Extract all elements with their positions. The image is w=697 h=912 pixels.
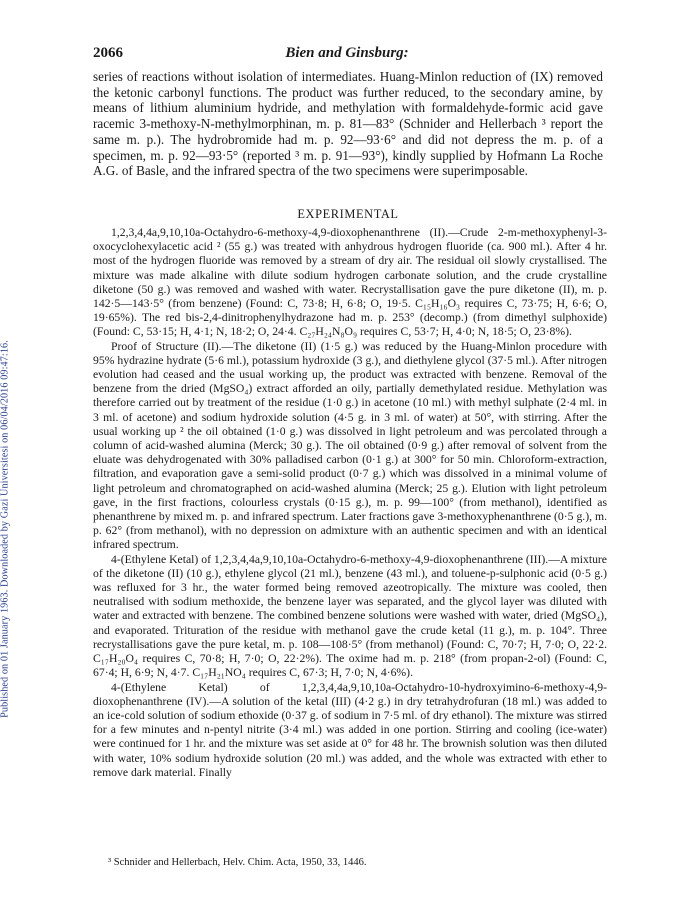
experimental-body — [93, 226, 607, 780]
running-title: Bien and Ginsburg: — [285, 45, 409, 61]
paragraph-ethylene-ketal: 4-(Ethylene Ketal) of 1,2,3,4,4a,9,10,10a-Octahydro-6-methoxy-4,9-dioxophenanthrene (III).—A mixture of the diketone (II) (10 g.), ethylene glycol (21 ml.), benzene (43 ml.), and toluene-p-sulphonic acid (0·5 g.) was refluxed for 3 hr., the water formed being removed azeotropically. The mixture was cooled, then neutralised with sodium methoxide, the benzene layer was separated, and the glycol layer was diluted with water and extracted with benzene. The combined benzene solutions were washed with water, dried (MgSO₄), and evaporated. Trituration of the residue with methanol gave the crude ketal (11 g.), m. p. 104°. Three recrystallisations gave the pure ketal, m. p. 108—108·5° (from methanol) (Found: C, 70·7; H, 7·0; O, 22·2. C₁₇H₂₀O₄ requires C, 70·8; H, 7·0; O, 22·2%). The oxime had m. p. 218° (from propan-2-ol) (Found: C, 67·4; H, 6·9; N, 4·7. C₁₇H₂₁NO₄ requires C, 67·3; H, 7·0; N, 4·6%). — [93, 552, 607, 680]
page-header — [93, 45, 601, 65]
page-number: 2066 — [93, 45, 123, 61]
watermark-text: Published on 01 January 1963. Downloaded by Gazi Universitesi on 06/04/2016 09:47:16. — [0, 340, 11, 718]
publication-watermark — [0, 0, 16, 912]
section-heading: EXPERIMENTAL — [297, 207, 399, 221]
paragraph-hydroxyimino-ketal: 4-(Ethylene Ketal) of 1,2,3,4,4a,9,10,10a-Octahydro-10-hydroxyimino-6-methoxy-4,9-dioxophenanthrene (IV).—A solution of the ketal (III) (4·2 g.) in dry tetrahydrofuran (18 ml.) was added to an ice-cold solution of sodium ethoxide (0·37 g. of sodium in 7·5 ml. of dry ethanol). The mixture was stirred for a few minutes and n-pentyl nitrite (3·4 ml.) was added in one portion. Stirring and cooling (ice-water) were continued for 1 hr. and the mixture was set aside at 0° for 48 hr. The brownish solution was then diluted with water, 10% sodium hydroxide solution (20 ml.) was added, and the whole was extracted with ether to remove dark material. Finally — [93, 680, 607, 779]
paragraph-proof-of-structure: Proof of Structure (II).—The diketone (II) (1·5 g.) was reduced by the Huang-Minlon procedure with 95% hydrazine hydrate (5·6 ml.), potassium hydroxide (3 g.), and diethylene glycol (37·5 ml.). After nitrogen evolution had ceased and the usual working up, the product was extracted with benzene. Removal of the benzene from the dried (MgSO₄) extract afforded an oily, partially demethylated residue. Methylation was therefore carried out by treatment of the residue (1·0 g.) in acetone (10 ml.) with methyl sulphate (2·4 ml. in 3 ml. of acetone) and sodium hydroxide solution (4·5 g. in 3 ml. of water) at 50°, with stirring. After the usual working up ² the oil obtained (1·0 g.) was dissolved in light petroleum and was percolated through a column of acid-washed alumina (Merck; 30 g.). The oil obtained (0·9 g.) after removal of solvent from the eluate was dehydrogenated with 30% palladised carbon (0·1 g.) at 300° for 50 min. Chloroform-extraction, filtration, and evaporation gave a semi-solid product (0·7 g.) which was dissolved in a minimal volume of light petroleum and chromatographed on acid-washed alumina (Merck; 25 g.). Elution with light petroleum gave, in the first fractions, colourless crystals (0·15 g.), m. p. 99—100° (from methanol), identified as phenanthrene by mixed m. p. and infrared spectrum. Later fractions gave 3-methoxyphenanthrene (0·5 g.), m. p. 62° (from methanol), with no depression on admixture with an authentic specimen and with an identical infrared spectrum. — [93, 339, 607, 552]
intro-paragraph-block — [93, 69, 603, 179]
footnote-text: Schnider and Hellerbach, Helv. Chim. Acta, 1950, 33, 1446. — [113, 857, 367, 868]
paragraph-diketone: 1,2,3,4,4a,9,10,10a-Octahydro-6-methoxy-4,9-dioxophenanthrene (II).—Crude 2-m-methoxyphenyl-3-oxocyclohexylacetic acid ² (55 g.) was treated with anhydrous hydrogen fluoride (ca. 900 ml.). After 4 hr. most of the hydrogen fluoride was removed by a stream of dry air. The residual oil slowly crystallised. The mixture was made alkaline with dilute sodium hydrogen carbonate solution, and the crude crystalline diketone (50 g.) was removed and washed with water. Recrystallisation gave the pure diketone (II), m. p. 142·5—143·5° (from benzene) (Found: C, 73·8; H, 6·8; O, 19·5. C₁₅H₁₆O₃ requires C, 73·75; H, 6·6; O, 19·65%). The red bis-2,4-dinitrophenylhydrazone had m. p. 253° (decomp.) (from dimethyl sulphoxide) (Found: C, 53·15; H, 4·1; N, 18·2; O, 24·4. C₂₇H₂₄N₈O₉ requires C, 53·7; H, 4·0; N, 18·5; O, 23·8%). — [93, 226, 607, 339]
footnote-marker: ³ — [108, 857, 112, 868]
intro-paragraph: series of reactions without isolation of intermediates. Huang-Minlon reduction of (IX) removed the ketonic carbonyl functions. The product was further reduced, to the secondary amine, by means of lithium aluminium hydride, and methylation with formaldehyde-formic acid gave racemic 3-methoxy-N-methylmorphinan, m. p. 81—83° (Schnider and Hellerbach ³ report the same m. p.). The hydrobromide had m. p. 92—93·6° and did not depress the m. p. of a specimen, m. p. 92—93·5° (reported ³ m. p. 91—93°), kindly supplied by Hofmann La Roche A.G. of Basle, and the infrared spectra of the two specimens were superimposable. — [93, 69, 603, 179]
footnote — [108, 857, 603, 868]
